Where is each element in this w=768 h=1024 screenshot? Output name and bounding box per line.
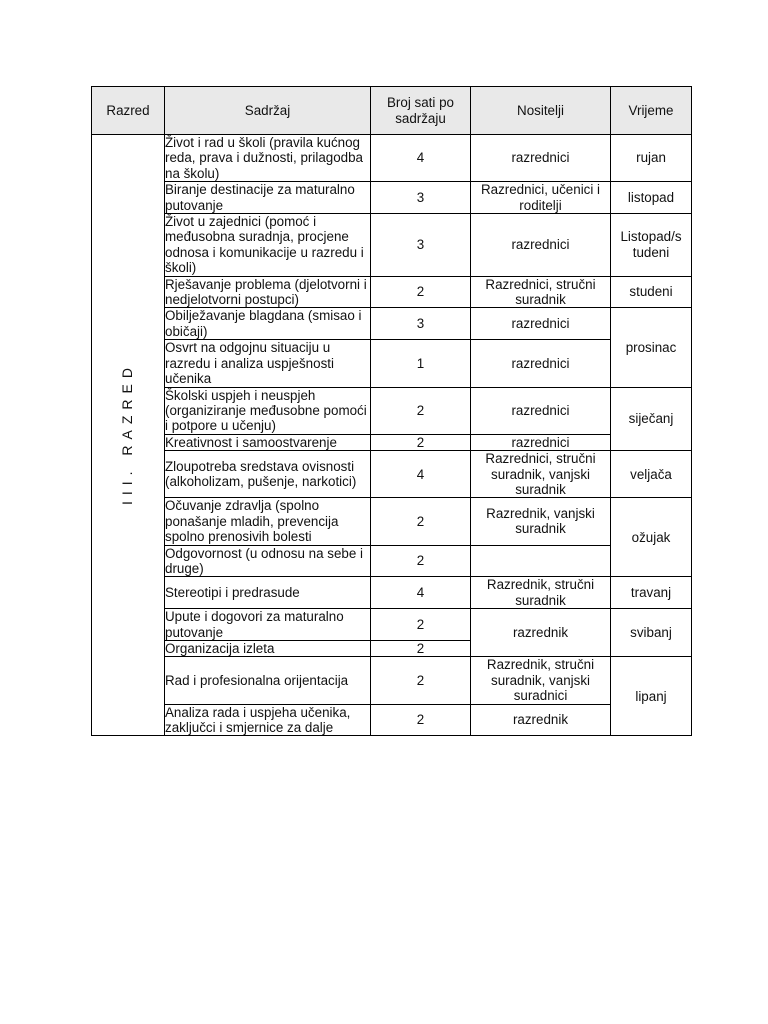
vrijeme-cell: svibanj	[611, 609, 692, 657]
header-razred: Razred	[92, 87, 165, 135]
sati-cell: 2	[371, 704, 471, 736]
sadrzaj-cell: Analiza rada i uspjeha učenika, zaključci i smjernice za dalje	[165, 704, 371, 736]
nositelji-cell: razrednici	[471, 387, 611, 434]
table-row	[92, 214, 692, 277]
sati-cell: 2	[371, 434, 471, 450]
sati-cell: 1	[371, 340, 471, 387]
plan-table	[91, 86, 692, 736]
sadrzaj-cell: Upute i dogovori za maturalno putovanje	[165, 609, 371, 641]
vrijeme-cell: rujan	[611, 135, 692, 182]
table-row	[92, 704, 692, 736]
nositelji-cell: Razrednik, vanjski suradnik	[471, 498, 611, 545]
table-row	[92, 451, 692, 498]
nositelji-cell: Razrednici, stručni suradnik, vanjski suradnik	[471, 451, 611, 498]
razred-cell	[92, 135, 165, 736]
nositelji-cell: Razrednici, učenici i roditelji	[471, 182, 611, 214]
table-row	[92, 545, 692, 577]
vrijeme-cell: ožujak	[611, 498, 692, 577]
razred-label: III. RAZRED	[119, 362, 136, 506]
sati-cell: 2	[371, 387, 471, 434]
sadrzaj-cell: Biranje destinacije za maturalno putovanje	[165, 182, 371, 214]
sati-cell: 3	[371, 308, 471, 340]
sadrzaj-cell: Odgovornost (u odnosu na sebe i druge)	[165, 545, 371, 577]
table-row	[92, 577, 692, 609]
vrijeme-cell: listopad	[611, 182, 692, 214]
sati-cell: 2	[371, 545, 471, 577]
table-header-row	[92, 87, 692, 135]
sati-cell: 2	[371, 641, 471, 657]
sadrzaj-cell: Stereotipi i predrasude	[165, 577, 371, 609]
vrijeme-cell: Listopad/s tudeni	[611, 214, 692, 277]
table-row	[92, 387, 692, 434]
table-row	[92, 434, 692, 450]
sadrzaj-cell: Rješavanje problema (djelotvorni i nedjelotvorni postupci)	[165, 276, 371, 308]
sadrzaj-cell: Život i rad u školi (pravila kućnog reda, prava i dužnosti, prilagodba na školu)	[165, 135, 371, 182]
sati-cell: 4	[371, 451, 471, 498]
table-row	[92, 657, 692, 704]
nositelji-cell: razrednik	[471, 704, 611, 736]
vrijeme-cell: travanj	[611, 577, 692, 609]
vrijeme-cell: prosinac	[611, 308, 692, 387]
sati-cell: 2	[371, 276, 471, 308]
sadrzaj-cell: Obilježavanje blagdana (smisao i običaji)	[165, 308, 371, 340]
nositelji-cell: razrednici	[471, 308, 611, 340]
vrijeme-cell: studeni	[611, 276, 692, 308]
sadrzaj-cell: Kreativnost i samoostvarenje	[165, 434, 371, 450]
table-row	[92, 340, 692, 387]
nositelji-cell	[471, 545, 611, 577]
vrijeme-cell: lipanj	[611, 657, 692, 736]
sati-cell: 2	[371, 609, 471, 641]
nositelji-cell: razrednici	[471, 135, 611, 182]
sadrzaj-cell: Rad i profesionalna orijentacija	[165, 657, 371, 704]
table-row	[92, 498, 692, 545]
nositelji-cell: razrednici	[471, 434, 611, 450]
table-row	[92, 135, 692, 182]
sati-cell: 2	[371, 498, 471, 545]
vrijeme-cell: veljača	[611, 451, 692, 498]
nositelji-cell: razrednik	[471, 609, 611, 657]
nositelji-cell: Razrednici, stručni suradnik	[471, 276, 611, 308]
table-row	[92, 276, 692, 308]
sati-cell: 3	[371, 182, 471, 214]
table-row	[92, 182, 692, 214]
sadrzaj-cell: Organizacija izleta	[165, 641, 371, 657]
sati-cell: 4	[371, 577, 471, 609]
table-row	[92, 609, 692, 641]
header-vrijeme: Vrijeme	[611, 87, 692, 135]
sadrzaj-cell: Očuvanje zdravlja (spolno ponašanje mladih, prevencija spolno prenosivih bolesti	[165, 498, 371, 545]
header-broj-sati: Broj sati po sadržaju	[371, 87, 471, 135]
nositelji-cell: Razrednik, stručni suradnik	[471, 577, 611, 609]
sadrzaj-cell: Osvrt na odgojnu situaciju u razredu i analiza uspješnosti učenika	[165, 340, 371, 387]
sati-cell: 3	[371, 214, 471, 277]
nositelji-cell: Razrednik, stručni suradnik, vanjski suradnici	[471, 657, 611, 704]
sadrzaj-cell: Školski uspjeh i neuspjeh (organiziranje međusobne pomoći i potpore u učenju)	[165, 387, 371, 434]
sadrzaj-cell: Zloupotreba sredstava ovisnosti (alkoholizam, pušenje, narkotici)	[165, 451, 371, 498]
vrijeme-cell: siječanj	[611, 387, 692, 451]
nositelji-cell: razrednici	[471, 214, 611, 277]
sadrzaj-cell: Život u zajednici (pomoć i međusobna suradnja, procjene odnosa i komunikacije u razredu i školi)	[165, 214, 371, 277]
header-sadrzaj: Sadržaj	[165, 87, 371, 135]
nositelji-cell: razrednici	[471, 340, 611, 387]
table-row	[92, 308, 692, 340]
header-nositelji: Nositelji	[471, 87, 611, 135]
sati-cell: 4	[371, 135, 471, 182]
sati-cell: 2	[371, 657, 471, 704]
